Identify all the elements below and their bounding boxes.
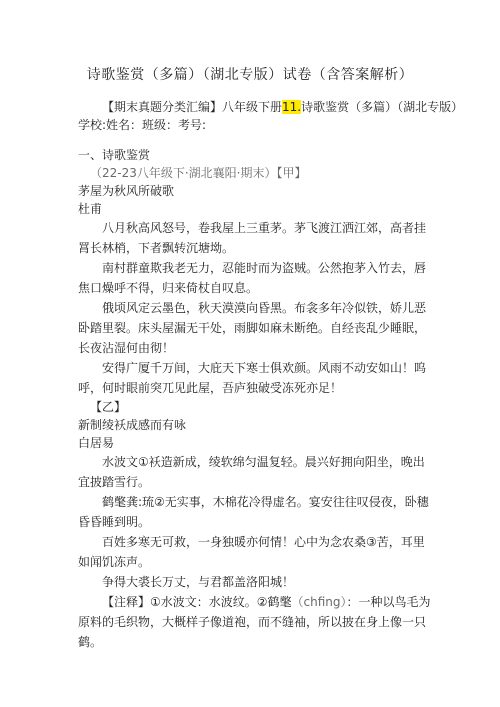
poem2-para-2: 鹤氅龚:琉②无实事，木棉花冷得虚名。宴安往往叹侵夜，卧穗昏昏睡到明。 <box>78 495 429 529</box>
annotation-text: 【注释】①水波文：水波纹。②鹤氅 <box>102 595 292 609</box>
poem1-title: 茅屋为秋风所破歌 <box>78 184 175 198</box>
exam-header-post: 诗歌鉴赏（多篇）（湖北专版） <box>301 100 464 114</box>
highlighted-number: 11. <box>282 100 302 114</box>
exam-header <box>78 98 464 116</box>
document-body <box>78 98 464 652</box>
poem2-para-3: 百姓多寒无可救，一身独暖亦何情！心中为念农桑③苦，耳里如闻饥冻声。 <box>78 535 425 569</box>
poem2-title: 新制绫袄成感而有咏 <box>78 418 187 432</box>
poem2-author: 白居易 <box>78 436 115 450</box>
poem1-para-2: 南村群童欺我老无力，忍能时而为盗贼。公然抱茅入竹去，唇焦口燥呼不得，归来倚杖自叹息。 <box>78 261 427 295</box>
poem2-para-1: 水波文①袄造新成，绫软绵匀温复轻。晨兴好拥向阳坐，晚出宜披踏雪行。 <box>78 455 425 489</box>
poem2-para-4: 争得大裘长万丈，与君都盖洛阳城！ <box>102 575 295 589</box>
annotation <box>78 592 434 652</box>
exam-header-pre: 【期末真题分类汇编】八年级下册 <box>102 100 283 114</box>
question-source: （22-23八年级下·湖北襄阳·期末）【甲】 <box>90 166 307 180</box>
annotation-rest: ：一种以鸟毛为原料的毛织物，大概样子像道袍，而不缝袖，所以披在身上像一只鹤。 <box>78 595 431 649</box>
section-heading: 一、诗歌鉴赏 <box>78 148 151 162</box>
poem1-para-1: 八月秋高风怒号，卷我屋上三重茅。茅飞渡江洒江郊，高者挂罥长林梢，下者飘转沉塘坳。 <box>78 221 427 255</box>
poem1-para-4: 安得广厦千万间，大庇天下寒士俱欢颜。风雨不动安如山！呜呼，何时眼前突兀见此屋，吾庐独破受冻死亦足！ <box>78 361 427 395</box>
student-info-line: 学校:姓名：班级：考号: <box>78 118 207 132</box>
poem2-marker: 【乙】 <box>90 400 127 414</box>
document-title: 诗歌鉴赏（多篇）（湖北专版）试卷（含答案解析） <box>86 67 414 83</box>
annotation-pinyin: （chfing） <box>291 595 347 609</box>
poem1-author: 杜甫 <box>78 202 103 216</box>
poem1-para-3: 俄顷风定云墨色，秋天漠漠向昏黑。布衾多年冷似铁，娇儿恶卧踏里裂。床头屋漏无干处，雨脚如麻未断绝。自经丧乱少睡眠，长夜沾湿何由彻！ <box>78 301 427 355</box>
